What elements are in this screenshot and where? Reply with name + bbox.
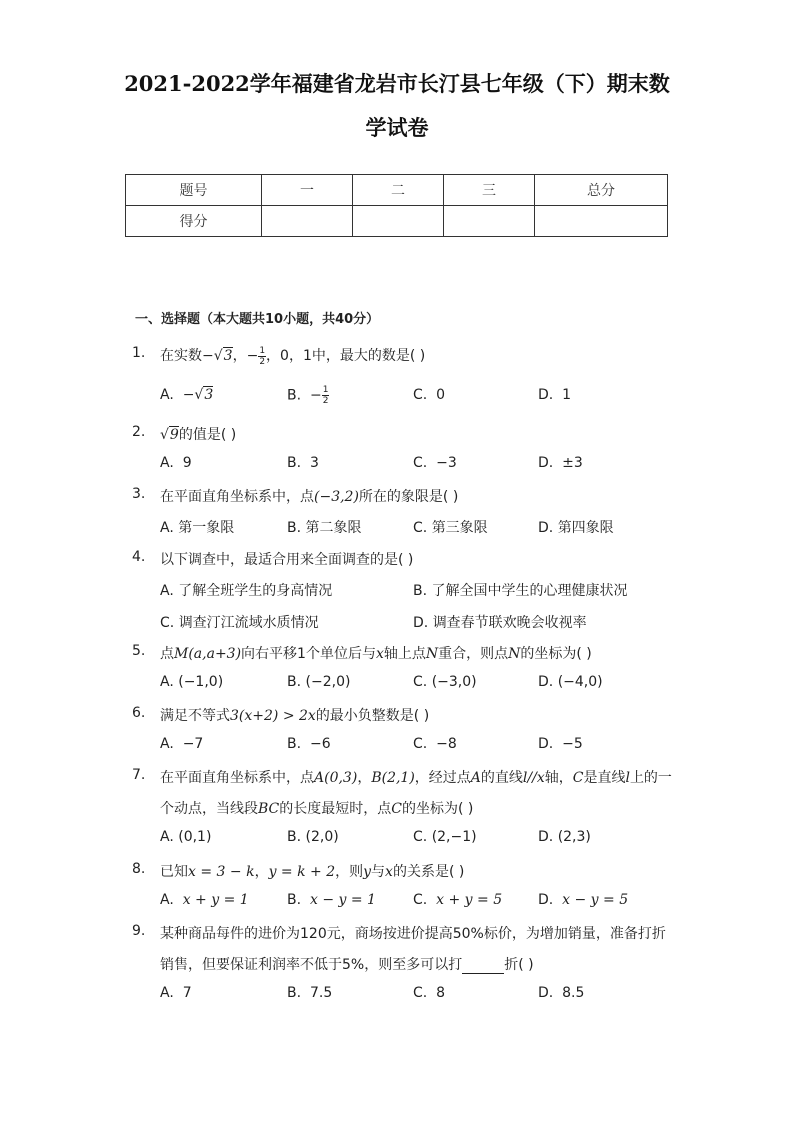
question-stem: 在平面直角坐标系中，点A(0,3)，B(2,1)，经过点A的直线l//x轴，C是直线l上的一 bbox=[160, 770, 672, 786]
separator: ， bbox=[232, 348, 247, 364]
question-number: 9. bbox=[132, 923, 146, 939]
question-number: 1. bbox=[132, 345, 146, 361]
page-title-line-1: 2021-2022学年福建省龙岩市长汀县七年级（下）期末数 bbox=[124, 71, 670, 96]
score-table bbox=[125, 174, 668, 237]
question-number: 5. bbox=[132, 643, 146, 659]
score-header-cell: 二 bbox=[353, 175, 444, 206]
minus-sign: − bbox=[202, 348, 214, 364]
score-table-header-row bbox=[126, 175, 668, 206]
option-d[interactable]: D. 第四象限 bbox=[538, 520, 614, 536]
option-a[interactable]: A. −7 bbox=[160, 736, 204, 752]
option-c[interactable]: C. (2,−1) bbox=[413, 829, 477, 845]
option-d[interactable]: D. −5 bbox=[538, 736, 583, 752]
option-a[interactable]: A. (−1,0) bbox=[160, 674, 224, 690]
radicand: 3 bbox=[223, 348, 233, 364]
question-stem: 某种商品每件的进价为120元，商场按进价提高50%标价，为增加销量，准备打折 bbox=[160, 926, 666, 942]
option-b[interactable]: B. (2,0) bbox=[287, 829, 339, 845]
question-4 bbox=[132, 549, 414, 568]
option-c[interactable]: C. 调查汀江流域水质情况 bbox=[160, 615, 319, 631]
option-c[interactable]: C. −8 bbox=[413, 736, 457, 752]
stem-text: ，0，1中，最大的数是( ) bbox=[266, 348, 426, 364]
option-c[interactable]: C. −3 bbox=[413, 455, 457, 471]
question-1 bbox=[132, 345, 426, 367]
stem-text: 的值是( ) bbox=[178, 427, 237, 443]
score-header-cell: 题号 bbox=[126, 175, 262, 206]
question-6 bbox=[132, 705, 430, 724]
question-3 bbox=[132, 486, 459, 505]
question-2 bbox=[132, 424, 237, 443]
question-5 bbox=[132, 643, 592, 662]
stem-text: 在实数 bbox=[160, 348, 202, 364]
option-a[interactable]: A. 7 bbox=[160, 985, 192, 1001]
option-d[interactable]: D. (−4,0) bbox=[538, 674, 603, 690]
question-number: 8. bbox=[132, 861, 146, 877]
option-c[interactable]: C. 0 bbox=[413, 387, 446, 403]
score-cell[interactable] bbox=[262, 206, 353, 237]
option-b[interactable]: B. (−2,0) bbox=[287, 674, 351, 690]
score-row-label: 得分 bbox=[126, 206, 262, 237]
fraction: $\frac{1}{2}$ bbox=[259, 345, 266, 367]
option-d[interactable]: D. 调查春节联欢晚会收视率 bbox=[413, 615, 587, 631]
score-table-score-row bbox=[126, 206, 668, 237]
question-stem: 在平面直角坐标系中，点(−3,2)所在的象限是( ) bbox=[160, 489, 459, 505]
score-cell[interactable] bbox=[535, 206, 668, 237]
option-d[interactable]: D. 1 bbox=[538, 387, 572, 403]
question-stem: 点M(a,a+3)向右平移1个单位后与x轴上点N重合，则点N的坐标为( ) bbox=[160, 646, 592, 662]
question-8 bbox=[132, 861, 465, 880]
radicand: 9 bbox=[169, 427, 179, 443]
minus-sign: − bbox=[246, 348, 259, 364]
option-a[interactable]: A. 第一象限 bbox=[160, 520, 235, 536]
score-cell[interactable] bbox=[353, 206, 444, 237]
option-b[interactable]: B. 3 bbox=[287, 455, 319, 471]
option-d[interactable]: D. 8.5 bbox=[538, 985, 585, 1001]
question-stem: 在实数−√3，− $\frac{1}{2}$ ，0，1中，最大的数是( ) bbox=[160, 345, 426, 367]
option-b[interactable]: B. 了解全国中学生的心理健康状况 bbox=[413, 583, 628, 599]
option-c[interactable]: C. x + y = 5 bbox=[413, 892, 503, 908]
question-stem: 满足不等式3(x+2) > 2x的最小负整数是( ) bbox=[160, 708, 430, 724]
score-header-cell: 总分 bbox=[535, 175, 668, 206]
question-number: 6. bbox=[132, 705, 146, 721]
question-stem: 以下调查中，最适合用来全面调查的是( ) bbox=[160, 552, 414, 568]
question-number: 7. bbox=[132, 767, 146, 783]
option-c[interactable]: C. 第三象限 bbox=[413, 520, 488, 536]
question-number: 2. bbox=[132, 424, 146, 440]
question-9 bbox=[132, 923, 666, 942]
option-a[interactable]: A. −√3 bbox=[160, 387, 214, 403]
option-a[interactable]: A. 了解全班学生的身高情况 bbox=[160, 583, 333, 599]
question-stem: 已知x = 3 − k，y = k + 2，则y与x的关系是( ) bbox=[160, 864, 465, 880]
question-7-stem-line-2: 个动点，当线段BC的长度最短时，点C的坐标为( ) bbox=[160, 801, 474, 817]
question-7 bbox=[132, 767, 672, 786]
page-title-line-2: 学试卷 bbox=[365, 115, 429, 140]
question-stem: √9的值是( ) bbox=[160, 427, 237, 443]
section-heading: 一、选择题（本大题共10小题，共40分） bbox=[135, 312, 380, 327]
option-b[interactable]: B. 第二象限 bbox=[287, 520, 362, 536]
option-d[interactable]: D. x − y = 5 bbox=[538, 892, 629, 908]
score-header-cell: 三 bbox=[444, 175, 535, 206]
answer-blank[interactable] bbox=[462, 959, 504, 974]
option-d[interactable]: D. ±3 bbox=[538, 455, 583, 471]
option-b[interactable]: B. x − y = 1 bbox=[287, 892, 376, 908]
score-cell[interactable] bbox=[444, 206, 535, 237]
option-c[interactable]: C. 8 bbox=[413, 985, 446, 1001]
option-b[interactable]: B. −6 bbox=[287, 736, 331, 752]
option-d[interactable]: D. (2,3) bbox=[538, 829, 591, 845]
option-b[interactable]: B. 7.5 bbox=[287, 985, 333, 1001]
option-a[interactable]: A. x + y = 1 bbox=[160, 892, 249, 908]
option-a[interactable]: A. (0,1) bbox=[160, 829, 212, 845]
question-number: 4. bbox=[132, 549, 146, 565]
score-header-cell: 一 bbox=[262, 175, 353, 206]
option-b[interactable]: B. − $\frac{1}{2}$ bbox=[287, 385, 329, 406]
option-a[interactable]: A. 9 bbox=[160, 455, 192, 471]
question-number: 3. bbox=[132, 486, 146, 502]
option-c[interactable]: C. (−3,0) bbox=[413, 674, 477, 690]
question-9-stem-line-2: 销售，但要保证利润率不低于5%，则至多可以打 折( ) bbox=[160, 957, 534, 973]
